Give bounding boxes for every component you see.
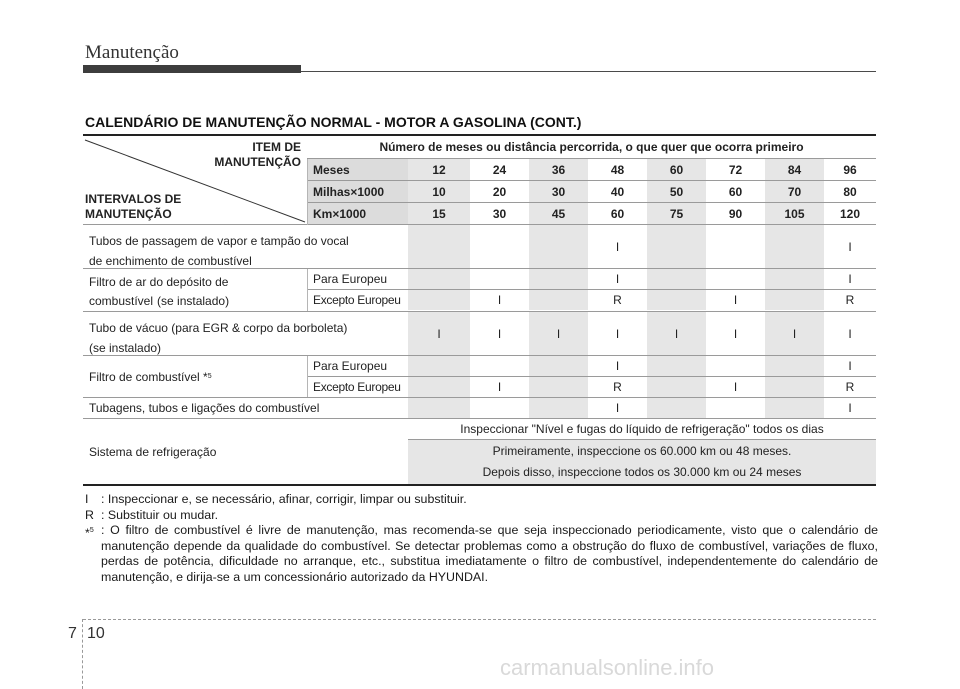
vacuum-hose-label <box>83 312 408 355</box>
fuel-filter-sub-label: Para Europeu <box>307 356 408 376</box>
interval-value: 50 <box>647 181 706 202</box>
header-rule <box>301 71 876 72</box>
schedule-value <box>529 269 588 289</box>
note-r <box>85 508 878 524</box>
schedule-value <box>765 398 824 418</box>
cooling-daily-check: Inspeccionar "Nível e fugas do líquido de refrigeração" todos os dias <box>408 419 876 439</box>
corner-item-label: ITEM DE MANUTENÇÃO <box>214 140 301 169</box>
schedule-value <box>408 269 470 289</box>
schedule-value: I <box>588 356 647 376</box>
interval-row-label: Km×1000 <box>307 203 408 224</box>
schedule-value <box>470 225 529 268</box>
schedule-value: I <box>706 377 765 397</box>
schedule-value <box>470 269 529 289</box>
schedule-value <box>529 356 588 376</box>
schedule-value <box>706 356 765 376</box>
air-filter-label-line2: combustível (se instalado) <box>89 294 230 308</box>
column-rule <box>307 356 308 397</box>
interval-value: 45 <box>529 203 588 224</box>
vapor-hose-label-text: de enchimento de combustível <box>89 254 252 268</box>
interval-value: 84 <box>765 159 824 180</box>
schedule-value <box>408 356 470 376</box>
schedule-value: I <box>824 225 876 268</box>
column-rule <box>307 159 308 225</box>
schedule-value: I <box>647 312 706 355</box>
schedule-value <box>529 398 588 418</box>
header-bar <box>83 65 301 73</box>
schedule-value: I <box>588 312 647 355</box>
table-title: CALENDÁRIO DE MANUTENÇÃO NORMAL - MOTOR A GASOLINA (CONT.) <box>85 114 582 130</box>
note-i <box>85 492 878 508</box>
cooling-label: Sistema de refrigeração <box>83 419 408 484</box>
interval-value: 10 <box>408 181 470 202</box>
vapor-hose-label-text: Tubos de passagem de vapor e tampão do vocal <box>89 234 349 248</box>
cooling-interval-note <box>408 440 876 484</box>
interval-value: 60 <box>588 203 647 224</box>
schedule-value: I <box>824 356 876 376</box>
schedule-value <box>408 290 470 310</box>
section-title: Manutenção <box>85 42 179 63</box>
note-r-text: : Substituir ou mudar. <box>101 507 219 522</box>
schedule-value <box>765 377 824 397</box>
maintenance-table <box>83 134 876 486</box>
schedule-value <box>706 398 765 418</box>
air-filter-sub-label: Para Europeu <box>307 269 408 289</box>
schedule-value <box>647 398 706 418</box>
interval-value: 90 <box>706 203 765 224</box>
schedule-value <box>706 269 765 289</box>
interval-value: 24 <box>470 159 529 180</box>
interval-value: 60 <box>706 181 765 202</box>
schedule-value <box>647 290 706 310</box>
schedule-value: I <box>470 312 529 355</box>
notes <box>85 492 878 585</box>
table-bottom-border <box>83 484 876 486</box>
vacuum-hose-label-text: (se instalado) <box>89 341 162 355</box>
schedule-value: R <box>824 290 876 310</box>
watermark: carmanualsonline.info <box>500 655 715 680</box>
interval-value: 12 <box>408 159 470 180</box>
schedule-value: I <box>588 398 647 418</box>
schedule-value <box>470 398 529 418</box>
note-star-mark: *$^5$ <box>85 526 94 541</box>
note-r-mark: R <box>85 507 94 522</box>
schedule-value: I <box>529 312 588 355</box>
schedule-value <box>647 377 706 397</box>
interval-value: 30 <box>529 181 588 202</box>
interval-value: 75 <box>647 203 706 224</box>
interval-value: 120 <box>824 203 876 224</box>
schedule-value: I <box>408 312 470 355</box>
air-filter-sub-label: Excepto Europeu <box>307 290 408 310</box>
interval-value: 15 <box>408 203 470 224</box>
chapter-number: 7 <box>68 625 77 642</box>
schedule-value <box>408 377 470 397</box>
fuel-filter-sub-label: Excepto Europeu <box>307 377 408 397</box>
schedule-value: I <box>824 312 876 355</box>
note-i-text: : Inspeccionar e, se necessário, afinar, corrigir, limpar ou substituir. <box>101 492 467 506</box>
page-number: 10 <box>87 625 105 642</box>
schedule-value <box>647 356 706 376</box>
schedule-value <box>529 225 588 268</box>
interval-value: 36 <box>529 159 588 180</box>
note-star-text: : O filtro de combustível é livre de manutenção, mas recomenda-se que seja inspeccionado periodicamente, visto que o calendário de manutenção depende da qualidade do combustível. Se detectar problemas como a obstrução do fluxo de combustível, variações de fluxo, perdas de potência, dificuldade no arranque, etc., substitua imediatamente o filtro de combustível, independentemente do calendário de manutenção, e dirija-se a um concessionário autorizado da HYUNDAI. <box>101 523 878 584</box>
interval-value: 72 <box>706 159 765 180</box>
interval-header: Número de meses ou distância percorrida, o que quer que ocorra primeiro <box>307 136 876 158</box>
schedule-value <box>765 269 824 289</box>
interval-value: 48 <box>588 159 647 180</box>
interval-value: 80 <box>824 181 876 202</box>
schedule-value: I <box>588 269 647 289</box>
schedule-value <box>706 225 765 268</box>
interval-value: 60 <box>647 159 706 180</box>
schedule-value <box>765 356 824 376</box>
schedule-value <box>408 225 470 268</box>
schedule-value <box>529 377 588 397</box>
fuel-filter-label: Filtro de combustível * 5 <box>83 356 307 397</box>
schedule-value: R <box>588 377 647 397</box>
interval-value: 96 <box>824 159 876 180</box>
vapor-hose-label <box>83 225 408 268</box>
schedule-value: I <box>765 312 824 355</box>
note-star <box>85 523 878 585</box>
air-filter-label <box>83 269 307 311</box>
schedule-value: I <box>706 290 765 310</box>
schedule-value <box>647 225 706 268</box>
schedule-value: I <box>470 290 529 310</box>
interval-row-label: Meses <box>307 159 408 180</box>
fuel-lines-label: Tubagens, tubos e ligações do combustível <box>83 398 408 418</box>
interval-value: 20 <box>470 181 529 202</box>
schedule-value: I <box>706 312 765 355</box>
schedule-value: I <box>470 377 529 397</box>
interval-row-label: Milhas×1000 <box>307 181 408 202</box>
interval-value: 30 <box>470 203 529 224</box>
cooling-first-inspection: Primeiramente, inspeccione os 60.000 km ou 48 meses. <box>492 444 792 458</box>
cooling-subsequent-inspection: Depois disso, inspeccione todos os 30.000 km ou 24 meses <box>482 465 802 479</box>
interval-value: 70 <box>765 181 824 202</box>
interval-value: 40 <box>588 181 647 202</box>
schedule-value: I <box>824 398 876 418</box>
corner-header <box>83 136 307 224</box>
schedule-value <box>408 398 470 418</box>
column-rule <box>307 269 308 311</box>
schedule-value <box>470 356 529 376</box>
schedule-value: I <box>824 269 876 289</box>
footer-divider <box>82 619 83 689</box>
schedule-value <box>647 269 706 289</box>
vacuum-hose-label-text: Tubo de vácuo (para EGR & corpo da borboleta) <box>89 321 348 335</box>
footer-rule <box>83 619 876 620</box>
schedule-value: R <box>824 377 876 397</box>
corner-interval-label: INTERVALOS DE MANUTENÇÃO <box>85 192 182 221</box>
note-i-mark: I <box>85 492 89 506</box>
schedule-value <box>765 290 824 310</box>
schedule-value: R <box>588 290 647 310</box>
schedule-value <box>529 290 588 310</box>
air-filter-label-line1: Filtro de ar do depósito de <box>89 275 229 289</box>
interval-value: 105 <box>765 203 824 224</box>
schedule-value <box>765 225 824 268</box>
schedule-value: I <box>588 225 647 268</box>
